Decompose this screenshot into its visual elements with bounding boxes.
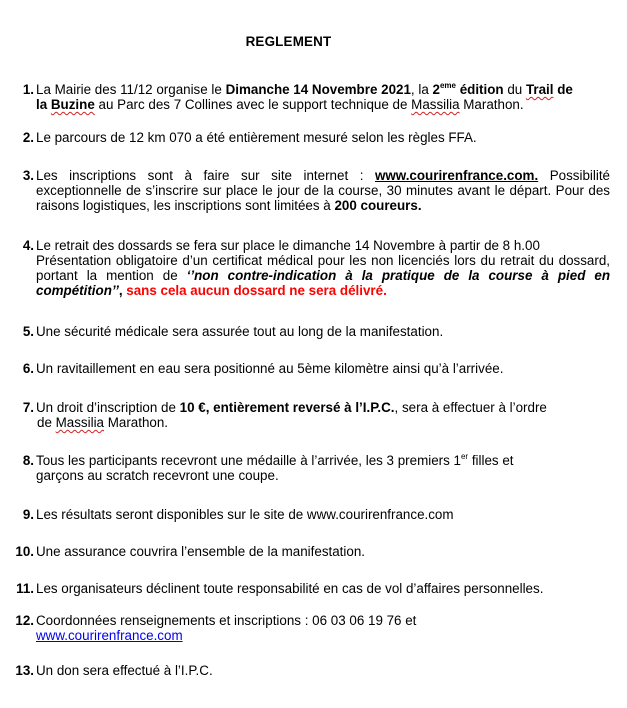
list-item: Un ravitaillement en eau sera positionné au 5ème kilomètre ainsi qu’à l’arrivée.: [36, 361, 504, 376]
event-name: Trail: [525, 82, 554, 97]
item-text: Marathon.: [459, 97, 524, 112]
item-number: 7.: [22, 400, 34, 415]
ordinal-suffix: er: [460, 451, 469, 461]
edition-number: 2: [432, 82, 440, 97]
list-item: Une sécurité médicale sera assurée tout au long de la manifestation.: [36, 324, 444, 339]
edition-label: édition: [455, 82, 504, 97]
item-text: , la: [410, 82, 433, 97]
item-text: Tous les participants recevront une médaille à l’arrivée, les 3 premiers 1: [36, 453, 461, 468]
item-text: Un droit d’inscription de: [36, 400, 180, 415]
item-text: , sera à effectuer à l’ordre: [394, 400, 547, 415]
item-number: 8.: [22, 453, 34, 468]
item-text: filles et: [468, 453, 514, 468]
list-item: [36, 238, 610, 298]
item-number: 4.: [22, 238, 34, 253]
fee-amount: 10 €, entièrement reversé à l’I.P.C.: [179, 400, 395, 415]
item-text: garçons au scratch recevront une coupe.: [36, 468, 279, 483]
item-text: du: [503, 82, 526, 97]
list-item: [36, 168, 610, 213]
item-text: Le retrait des dossards se fera sur place le dimanche 14 Novembre à partir de 8 h.00: [36, 238, 540, 253]
website-link[interactable]: www.courirenfrance.com.: [374, 168, 539, 183]
list-item: Les résultats seront disponibles sur le site de www.courirenfrance.com: [36, 507, 454, 522]
list-item: Le parcours de 12 km 070 a été entièrement mesuré selon les règles FFA.: [36, 130, 477, 145]
item-number: 11.: [16, 581, 34, 596]
item-number: 6.: [22, 361, 34, 376]
item-text: Marathon.: [104, 415, 169, 430]
event-name: de: [553, 82, 573, 97]
item-number: 9.: [22, 507, 34, 522]
list-item: Un don sera effectué à l’I.P.C.: [36, 663, 213, 678]
list-item: Une assurance couvrira l’ensemble de la manifestation.: [36, 544, 365, 559]
list-item: [36, 613, 610, 643]
list-item: [36, 453, 610, 483]
organizer-name: Massilia: [55, 415, 104, 430]
list-item: [36, 400, 610, 430]
event-name: la: [36, 97, 51, 112]
item-text: ,: [118, 283, 127, 298]
item-text: Possibilité exceptionnelle de s’inscrire sur place le jour de la course, 30 minutes avant le départ. Pour des raisons logistiques, les inscriptions sont limitées à: [36, 168, 610, 213]
item-number: 1.: [22, 82, 34, 97]
item-text: au Parc des 7 Collines avec le support technique de: [94, 97, 412, 112]
item-number: 3.: [22, 168, 34, 183]
warning-text: sans cela aucun dossard ne sera délivré.: [126, 283, 387, 298]
website-link[interactable]: www.courirenfrance.com: [36, 628, 183, 643]
item-text: Les inscriptions sont à faire sur site internet :: [36, 168, 375, 183]
item-text: de: [37, 415, 56, 430]
item-number: 13.: [15, 663, 34, 678]
item-text: Présentation obligatoire d’un certificat médical pour les non licenciés lors du retrait du dossard, portant la mention de: [36, 253, 610, 283]
list-item: [36, 82, 610, 112]
medical-mention: ‘’non contre-indication à la pratique de la course à pied en compétition’’: [36, 268, 611, 298]
item-number: 5.: [22, 324, 34, 339]
item-number: 12.: [15, 613, 34, 628]
list-item: Les organisateurs déclinent toute responsabilité en cas de vol d’affaires personnelles.: [36, 581, 544, 596]
page-title: REGLEMENT: [245, 34, 332, 49]
item-number: 10.: [15, 544, 34, 559]
event-date: Dimanche 14 Novembre 2021: [225, 82, 411, 97]
item-number: 2.: [22, 130, 34, 145]
runner-limit: 200 coureurs.: [334, 198, 422, 213]
event-name: Buzine: [50, 97, 95, 112]
organizer-name: Massilia: [411, 97, 460, 112]
item-text: La Mairie des 11/12 organise le: [36, 82, 226, 97]
item-text: Coordonnées renseignements et inscriptions : 06 03 06 19 76 et: [36, 613, 417, 628]
edition-suffix: eme: [439, 80, 456, 90]
